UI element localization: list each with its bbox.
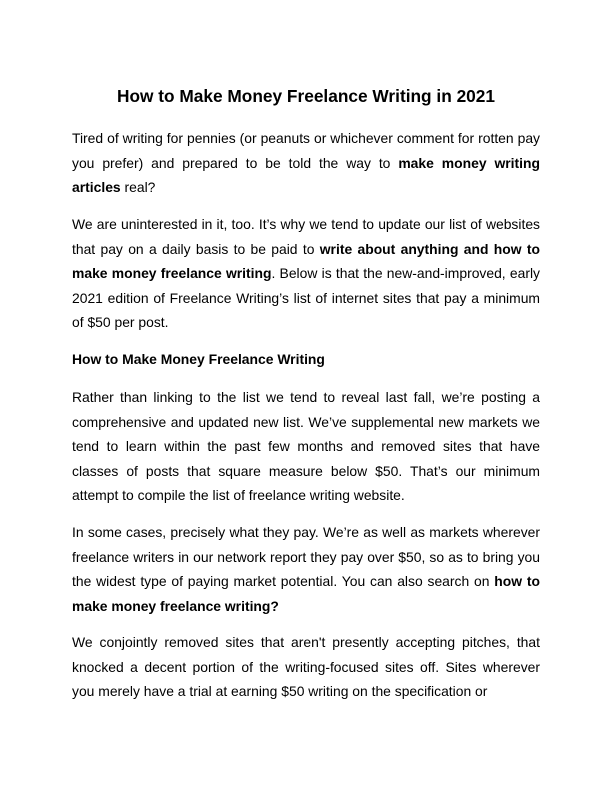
bold-keyword: how to make money freelance writing?	[72, 573, 540, 614]
document-title: How to Make Money Freelance Writing in 2021	[116, 86, 496, 106]
paragraph-text: We are uninterested in it, too. It’s why we tend to update our list of websites that pay on a daily basis to be paid to	[72, 216, 540, 257]
bold-keyword: make money writing articles	[72, 154, 540, 196]
paragraph-text: In some cases, precisely what they pay. We’re as well as markets wherever freelance writers in our network report they pay over $50, so as to bring you the widest type of paying market potential. You can also search on	[72, 524, 540, 590]
paragraph-text: Rather than linking to the list we tend to reveal last fall, we’re posting a comprehensive and updated new list. We’ve supplemental new markets we tend to learn within the past few months and removed sites that have classes of posts that square measure below $50. That’s our minimum attempt to compile the list of freelance writing website.	[72, 389, 540, 504]
paragraph-text: Tired of writing for pennies (or peanuts or whichever comment for rotten pay you prefer) and prepared to be told the way to	[72, 130, 540, 171]
paragraph-text: real?	[120, 179, 156, 196]
paragraph-intro	[72, 126, 540, 200]
paragraph-text: . Below is that the new-and-improved, early 2021 edition of Freelance Writing’s list of internet sites that pay a minimum of $50 per post.	[72, 265, 540, 331]
paragraph-text: We conjointly removed sites that aren't presently accepting pitches, that knocked a decent portion of the writing-focused sites off. Sites wherever you merely have a trial at earning $50 writing on the specification or	[72, 634, 540, 700]
bold-keyword: write about anything and how to make money freelance writing	[72, 240, 540, 282]
paragraph-pay	[72, 520, 540, 618]
section-heading: How to Make Money Freelance Writing	[72, 351, 325, 367]
paragraph-update-list	[72, 212, 540, 335]
paragraph-removed-sites	[72, 630, 540, 704]
paragraph-new-list	[72, 385, 540, 508]
